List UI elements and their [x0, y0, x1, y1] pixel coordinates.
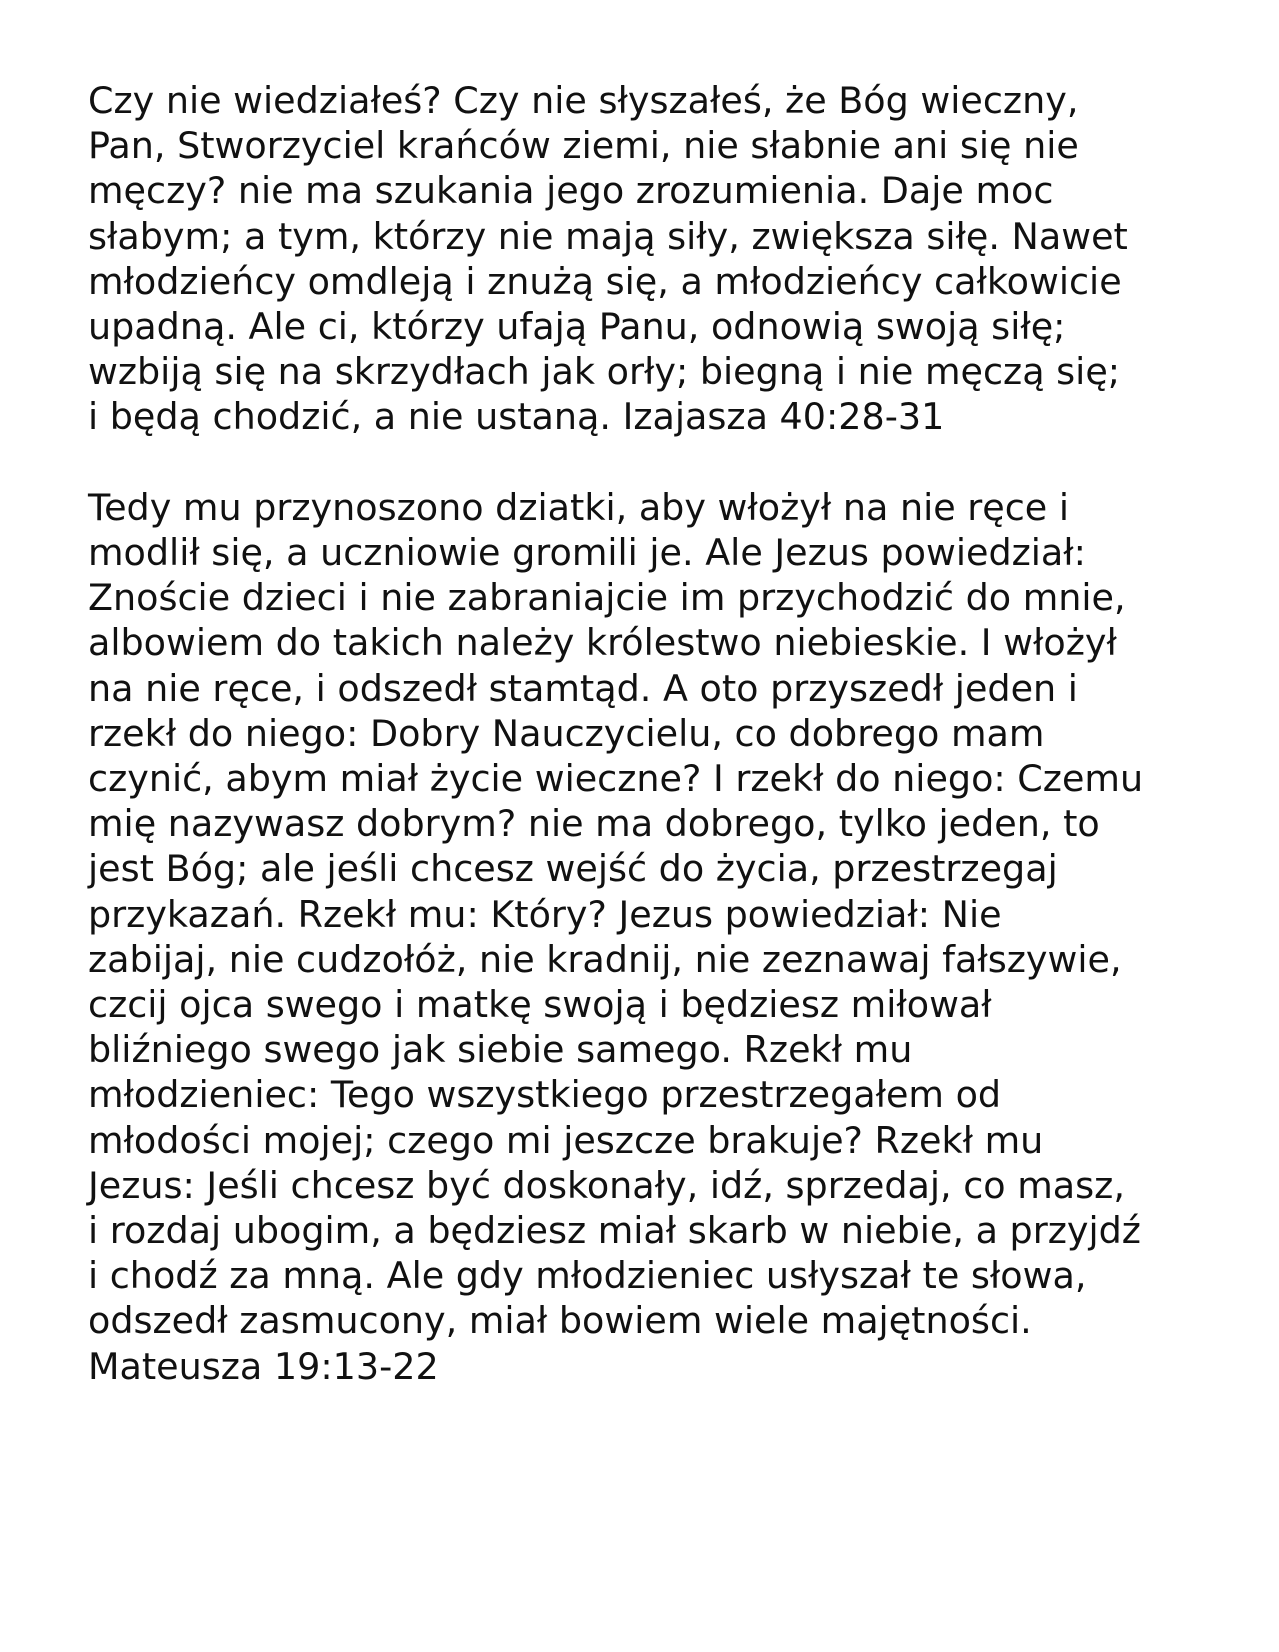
- text-line: Tedy mu przynoszono dziatki, aby włożył na nie ręce i: [88, 485, 1070, 529]
- text-line: młodości mojej; czego mi jeszcze brakuje? Rzekł mu: [88, 1118, 1044, 1162]
- text-line: słabym; a tym, którzy nie mają siły, zwiększa siłę. Nawet: [88, 214, 1128, 258]
- text-line: na nie ręce, i odszedł stamtąd. A oto przyszedł jeden i: [88, 666, 1078, 710]
- text-line: jest Bóg; ale jeśli chcesz wejść do życia, przestrzegaj: [88, 847, 1058, 891]
- document-page: [88, 78, 1228, 1389]
- text-line: czcij ojca swego i matkę swoją i będziesz miłował: [88, 983, 992, 1027]
- passage-isaiah: [88, 78, 1228, 440]
- text-line: upadną. Ale ci, którzy ufają Panu, odnowią swoją siłę;: [88, 305, 1066, 349]
- passage-matthew: [88, 485, 1228, 1389]
- text-line: Znoście dzieci i nie zabraniajcie im przychodzić do mnie,: [88, 576, 1126, 620]
- text-line: Pan, Stworzyciel krańców ziemi, nie słabnie ani się nie: [88, 124, 1079, 168]
- text-line: Jezus: Jeśli chcesz być doskonały, idź, sprzedaj, co masz,: [88, 1163, 1125, 1207]
- text-line: i chodź za mną. Ale gdy młodzieniec usłyszał te słowa,: [88, 1254, 1087, 1298]
- text-line: modlił się, a uczniowie gromili je. Ale Jezus powiedział:: [88, 531, 1086, 575]
- text-line: męczy? nie ma szukania jego zrozumienia. Daje moc: [88, 169, 1054, 213]
- text-line: Mateusza 19:13-22: [88, 1344, 439, 1388]
- text-line: mię nazywasz dobrym? nie ma dobrego, tylko jeden, to: [88, 802, 1100, 846]
- text-line: wzbiją się na skrzydłach jak orły; biegną i nie męczą się;: [88, 350, 1121, 394]
- text-line: Czy nie wiedziałeś? Czy nie słyszałeś, że Bóg wieczny,: [88, 79, 1079, 122]
- text-line: czynić, abym miał życie wieczne? I rzekł do niego: Czemu: [88, 757, 1144, 801]
- text-line: albowiem do takich należy królestwo niebieskie. I włożył: [88, 621, 1117, 665]
- text-line: i będą chodzić, a nie ustaną. Izajasza 40:28-31: [88, 395, 945, 439]
- text-line: odszedł zasmucony, miał bowiem wiele majętności.: [88, 1299, 1032, 1343]
- text-line: rzekł do niego: Dobry Nauczycielu, co dobrego mam: [88, 711, 1045, 755]
- text-line: przykazań. Rzekł mu: Który? Jezus powiedział: Nie: [88, 892, 1002, 936]
- text-line: młodzieńcy omdleją i znużą się, a młodzieńcy całkowicie: [88, 259, 1122, 303]
- text-line: zabijaj, nie cudzołóż, nie kradnij, nie zeznawaj fałszywie,: [88, 937, 1122, 981]
- text-line: i rozdaj ubogim, a będziesz miał skarb w niebie, a przyjdź: [88, 1209, 1141, 1253]
- text-line: młodzieniec: Tego wszystkiego przestrzegałem od: [88, 1073, 1002, 1117]
- text-line: bliźniego swego jak siebie samego. Rzekł mu: [88, 1028, 913, 1072]
